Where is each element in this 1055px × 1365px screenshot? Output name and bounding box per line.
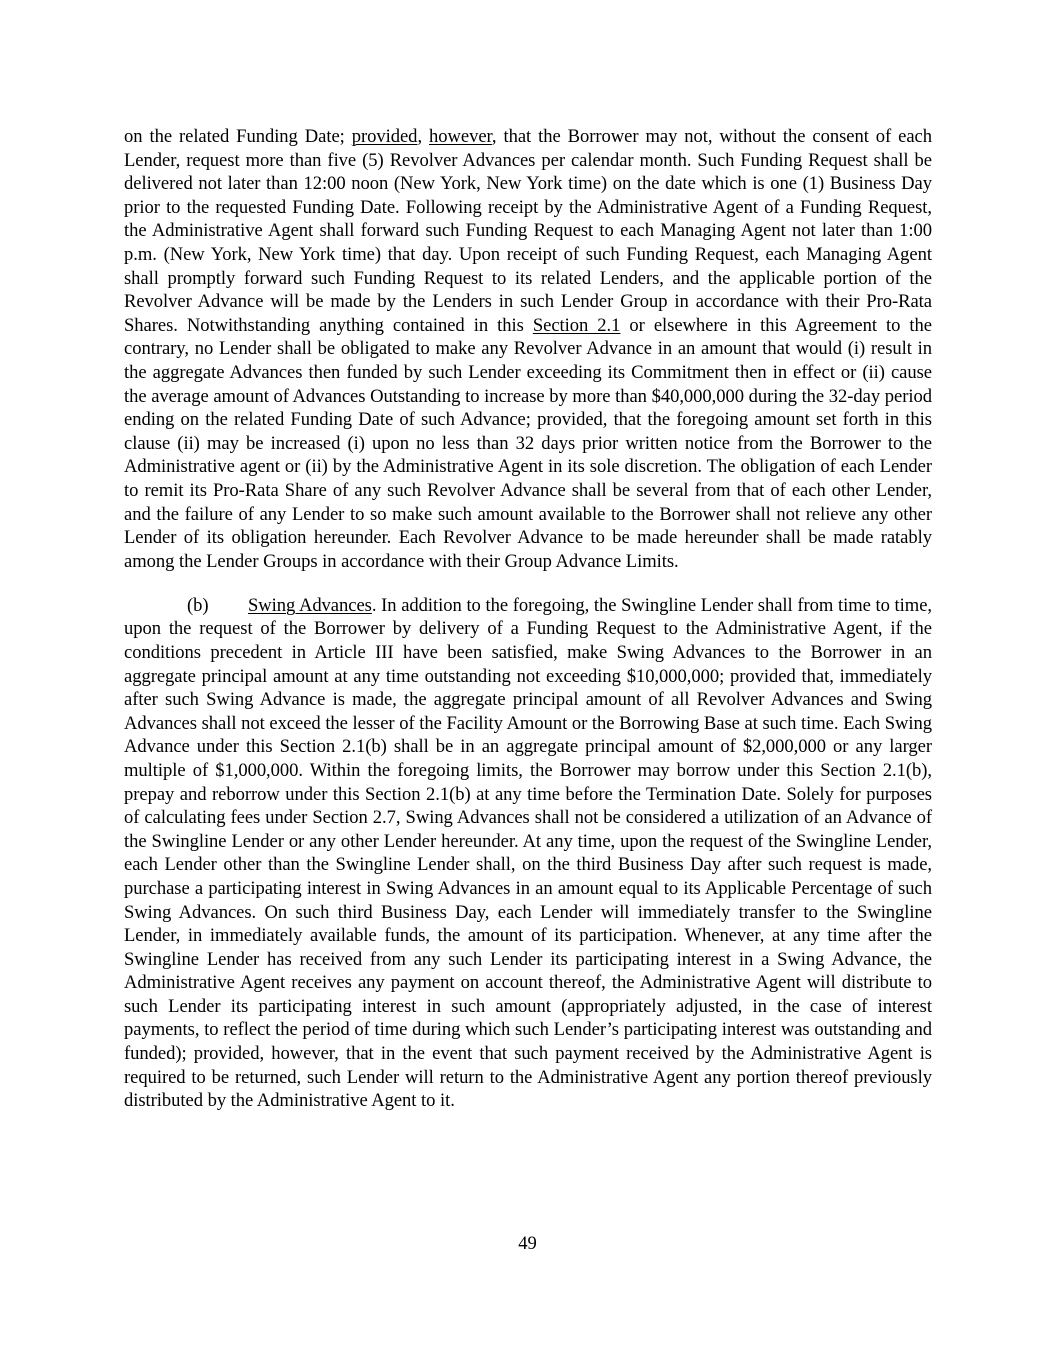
document-page [124, 125, 932, 1113]
clause-label-b: (b) [187, 594, 209, 616]
term-provided: provided [351, 126, 418, 147]
para-a-text-1: on the related Funding Date; [124, 126, 352, 147]
para-b-body: . In addition to the foregoing, the Swingline Lender shall from time to time, upon the request of the Borrower by delivery of a Funding Request to the Administrative Agent, if the conditions precedent in Article III have been satisfied, make Swing Advances to the Borrower in an aggregate principal amount at any time outstanding not exceeding $10,000,000; provided that, immediately after such Swing Advance is made, the aggregate principal amount of all Revolver Advances and Swing Advances shall not exceed the lesser of the Facility Amount or the Borrowing Base at such time. Each Swing Advance under this Section 2.1(b) shall be in an aggregate principal amount of $2,000,000 or any larger multiple of $1,000,000. Within the foregoing limits, the Borrower may borrow under this Section 2.1(b), prepay and reborrow under this Section 2.1(b) at any time before the Termination Date. Solely for purposes of calculating fees under Section 2.7, Swing Advances shall not be considered a utilization of an Advance of the Swingline Lender or any other Lender hereunder. At any time, upon the request of the Swingline Lender, each Lender other than the Swingline Lender shall, on the third Business Day after such request is made, purchase a participating interest in Swing Advances in an amount equal to its Applicable Percentage of such Swing Advances. On such third Business Day, each Lender will immediately transfer to the Swingline Lender, in immediately available funds, the amount of its participation. Whenever, at any time after the Swingline Lender has received from any such Lender its participating interest in a Swing Advance, the Administrative Agent receives any payment on account thereof, the Administrative Agent will distribute to such Lender its participating interest in such amount (appropriately adjusted, in the case of interest payments, to reflect the period of time during which such Lender’s participating interest was outstanding and funded); provided, however, that in the event that such payment received by the Administrative Agent is required to be returned, such Lender will return to the Administrative Agent any portion thereof previously distributed by the Administrative Agent to it. [124, 594, 933, 1112]
heading-swing-advances: Swing Advances [248, 594, 372, 616]
paragraph-funding-request [124, 125, 932, 573]
term-however: however [429, 126, 492, 147]
para-a-text-2: , [417, 126, 429, 147]
para-a-text-4: or elsewhere in this Agreement to the contrary, no Lender shall be obligated to make any Revolver Advance in an amount that would (i) result in the aggregate Advances then funded by such Lender exceeding its Commitment then in effect or (ii) cause the average amount of Advances Outstanding to increase by more than $40,000,000 during the 32-day period ending on the related Funding Date of such Advance; provided, that the foregoing amount set forth in this clause (ii) may be increased (i) upon no less than 32 days prior written notice from the Borrower to the Administrative agent or (ii) by the Administrative Agent in its sole discretion. The obligation of each Lender to remit its Pro-Rata Share of any such Revolver Advance shall be several from that of each other Lender, and the failure of any Lender to so make such amount available to the Borrower shall not relieve any other Lender of its obligation hereunder. Each Revolver Advance to be made hereunder shall be made ratably among the Lender Groups in accordance with their Group Advance Limits. [124, 314, 932, 572]
para-a-text-3: , that the Borrower may not, without the consent of each Lender, request more than five (5) Revolver Advances per calendar month. Such Funding Request shall be delivered not later than 12:00 noon (New York, New York time) on the date which is one (1) Business Day prior to the requested Funding Date. Following receipt by the Administrative Agent of a Funding Request, the Administrative Agent shall forward such Funding Request to each Managing Agent not later than 1:00 p.m. (New York, New York time) that day. Upon receipt of such Funding Request, each Managing Agent shall promptly forward such Funding Request to its related Lenders, and the applicable portion of the Revolver Advance will be made by the Lenders in such Lender Group in accordance with their Pro-Rata Shares. Notwithstanding anything contained in this [124, 126, 932, 336]
paragraph-swing-advances [124, 594, 932, 1113]
page-number: 49 [518, 1233, 537, 1254]
section-2-1-reference: Section 2.1 [532, 314, 621, 336]
